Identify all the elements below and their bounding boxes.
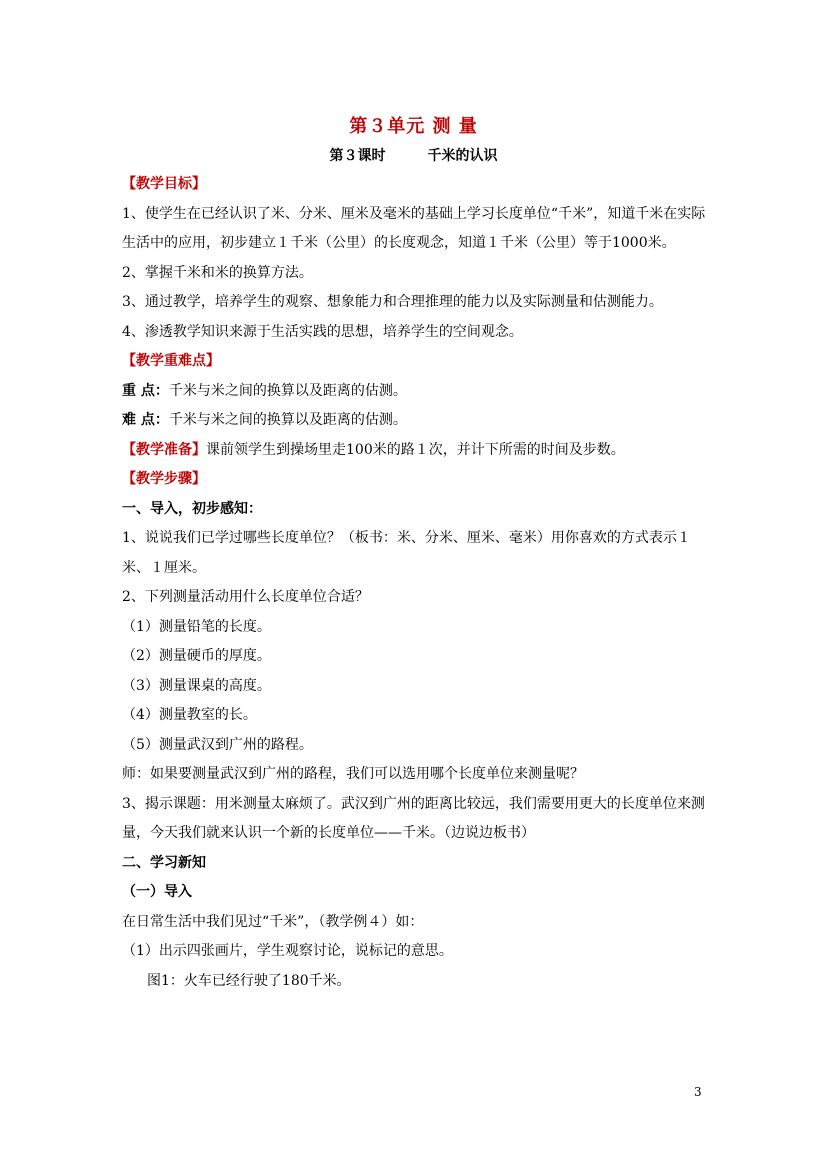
lesson-number: 第３课时	[329, 148, 386, 164]
steps-heading: 【教学步骤】	[122, 471, 206, 487]
unit-title: 第３单元 测 量	[349, 116, 478, 137]
list-item: （2）测量硬币的厚度。	[122, 648, 271, 664]
document-body	[122, 170, 712, 996]
question-3: 3、揭示课题：用米测量太麻烦了。武汉到广州的距离比较远，我们需要用更大的长度单位来测量，今天我们就来认识一个新的长度单位——千米。（边说边板书）	[122, 795, 705, 841]
list-item: （1）测量铅笔的长度。	[122, 618, 271, 635]
focus-line	[122, 377, 712, 407]
focus-label: 重 点：	[122, 382, 169, 399]
page-number: 3	[694, 1085, 702, 1099]
list-item: （3）测量课桌的高度。	[122, 677, 271, 694]
preparation-line	[122, 436, 712, 466]
sub-item: （1）出示四张画片，学生观察讨论，说标记的意思。	[122, 943, 453, 959]
objective-item: 3、通过教学，培养学生的观察、想象能力和合理推理的能力以及实际测量和估测能力。	[122, 294, 663, 310]
question-2: 2、下列测量活动用什么长度单位合适？	[122, 589, 369, 605]
objective-item: 4、渗透教学知识来源于生活实践的思想，培养学生的空间观念。	[122, 323, 523, 340]
list-item: （5）测量武汉到广州的路程。	[122, 736, 313, 753]
focus-text: 千米与米之间的换算以及距离的估测。	[168, 382, 407, 399]
part1-title: 一、导入，初步感知：	[122, 500, 262, 517]
key-points-heading: 【教学重难点】	[122, 353, 220, 369]
lesson-title	[0, 145, 827, 165]
objectives-heading: 【教学目标】	[122, 176, 206, 192]
objective-item: 1、使学生在已经认识了米、分米、厘米及毫米的基础上学习长度单位“千米”，知道千米在实际生活中的应用，初步建立１千米（公里）的长度观念，知道１千米（公里）等于1000米。	[122, 205, 706, 251]
lesson-name: 千米的认识	[427, 148, 498, 164]
difficulty-label: 难 点：	[122, 412, 169, 428]
figure-line: 图1：火车已经行驶了180千米。	[147, 972, 351, 989]
list-item: （4）测量教室的长。	[122, 707, 257, 723]
preparation-heading: 【教学准备】	[122, 441, 206, 458]
sub-section-title: （一）导入	[122, 884, 192, 900]
preparation-text: 课前领学生到操场里走100米的路１次，并计下所需的时间及步数。	[206, 441, 625, 458]
teacher-line: 师：如果要测量武汉到广州的路程，我们可以选用哪个长度单位来测量呢？	[122, 766, 584, 782]
part2-title: 二、学习新知	[122, 854, 206, 871]
question-1: 1、说说我们已学过哪些长度单位？（板书：米、分米、厘米、毫米）用你喜欢的方式表示１米、１厘米。	[122, 530, 691, 576]
intro-line: 在日常生活中我们见过“千米”，（教学例４）如：	[122, 913, 424, 930]
difficulty-text: 千米与米之间的换算以及距离的估测。	[168, 412, 407, 428]
objective-item: 2、掌握千米和米的换算方法。	[122, 264, 313, 281]
difficulty-line	[122, 406, 712, 436]
